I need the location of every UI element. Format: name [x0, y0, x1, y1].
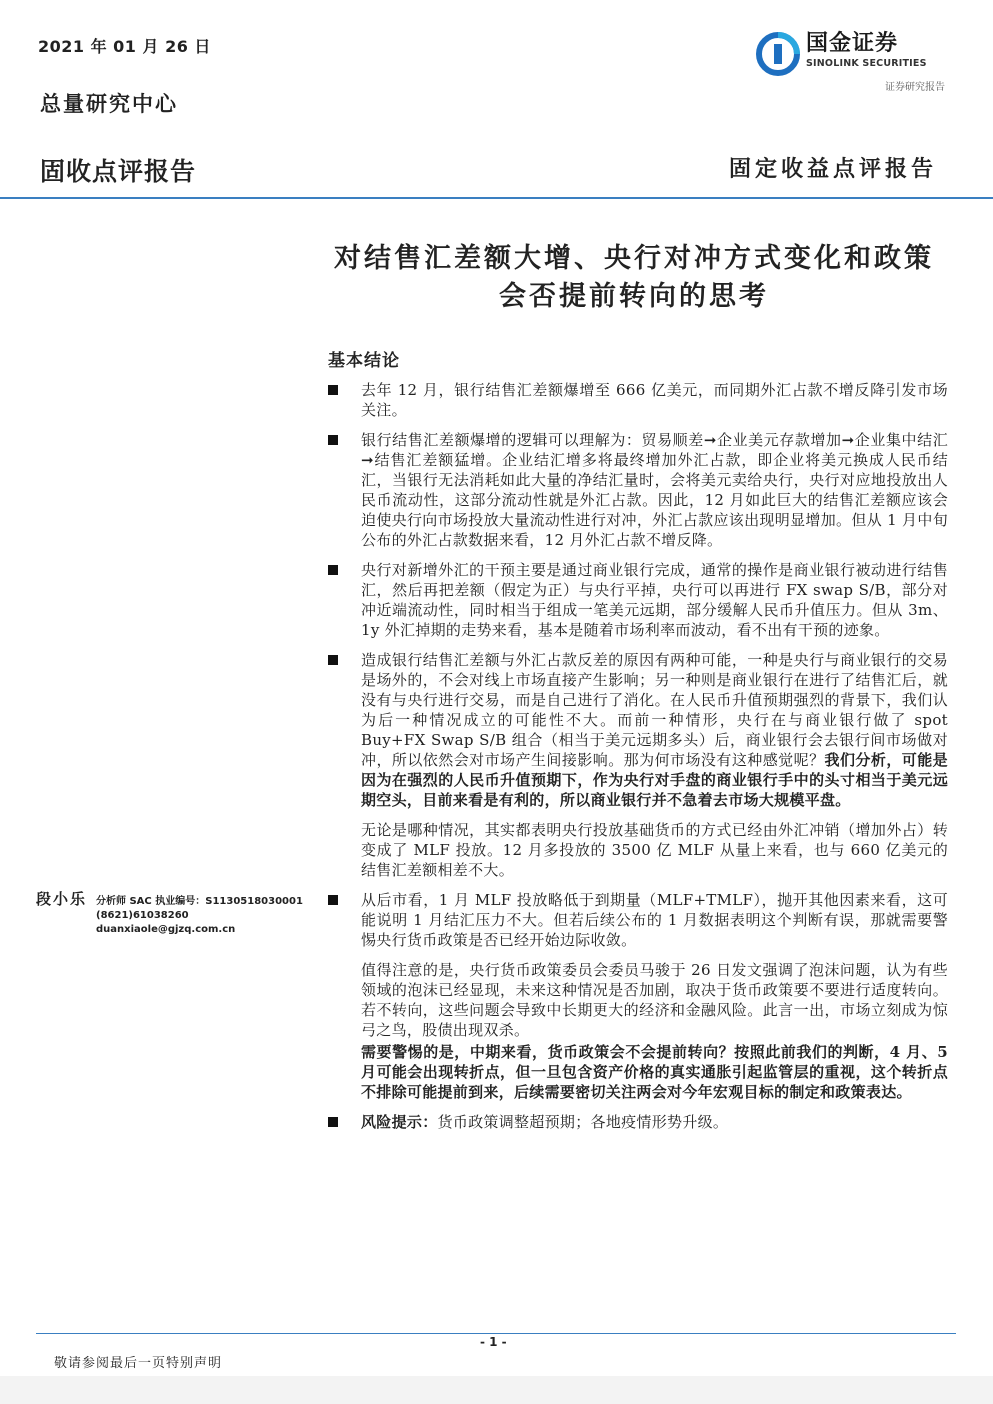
title-line-2: 会否提前转向的思考 — [499, 281, 769, 312]
bullet-square — [328, 1117, 338, 1127]
footer-disclaimer: 敬请参阅最后一页特别声明 — [54, 1356, 223, 1371]
title-line-1: 对结售汇差额大增、央行对冲方式变化和政策 — [334, 243, 934, 274]
paragraph — [328, 650, 948, 810]
bullet-square — [328, 895, 338, 905]
page-number: - 1 - — [480, 1335, 507, 1349]
bullet-square — [328, 385, 338, 395]
paragraph — [328, 820, 948, 880]
paragraph-text: 从后市看，1 月 MLF 投放略低于到期量（MLF+TMLF），抛开其他因素来看，这可能说明 1 月结汇压力不大。但若后续公布的 1 月数据表明这个判断有误，那就需要警惕央行货币政策是否已经开始边际收敛。 — [361, 891, 948, 949]
bullet-square — [328, 655, 338, 665]
paragraph-text: 无论是哪种情况，其实都表明央行投放基础货币的方式已经由外汇冲销（增加外占）转变成了 MLF 投放。12 月多投放的 3500 亿 MLF 从量上来看，也与 660 亿美元的结售汇差额相差不大。 — [361, 821, 948, 879]
paragraph-bold-block — [328, 1042, 948, 1102]
paragraph — [328, 380, 948, 420]
logo-subtitle: 证券研究报告 — [885, 82, 945, 93]
paragraph — [328, 430, 948, 550]
company-logo — [756, 30, 946, 76]
report-title — [318, 240, 950, 316]
paragraph — [328, 560, 948, 640]
analyst-info — [96, 895, 303, 937]
footer-divider — [36, 1333, 956, 1334]
paragraph-text: 央行对新增外汇的干预主要是通过商业银行完成，通常的操作是商业银行被动进行结售汇，然后再把差额（假定为正）与央行平掉，央行可以再进行 FX swap S/B，部分对冲近端流动性，同时相当于组成一笔美元远期，部分缓解人民币升值压力。但从 3m、1y 外汇掉期的走势来看，基本是随着市场利率而波动，看不出有干预的迹象。 — [361, 561, 948, 639]
bullet-square — [328, 565, 338, 575]
analyst-sac-id: 分析师 SAC 执业编号：S1130518030001 — [96, 896, 303, 907]
sinolink-logo-icon — [756, 32, 800, 76]
bottom-band — [0, 1376, 993, 1404]
paragraph — [328, 1112, 948, 1132]
paragraph-text: 去年 12 月，银行结售汇差额爆增至 666 亿美元，而同期外汇占款不增反降引发市场关注。 — [361, 381, 948, 419]
paragraph-text: 值得注意的是，央行货币政策委员会委员马骏于 26 日发文强调了泡沫问题，认为有些领域的泡沫已经显现，未来这种情况是否加剧，取决于货币政策要不要进行适度转向。若不转向，这些问题会导致中长期更大的经济和金融风险。此言一出，市场立刻成为惊弓之鸟，股债出现双杀。 — [361, 961, 948, 1039]
paragraph-text: 货币政策调整超预期；各地疫情形势升级。 — [437, 1113, 729, 1131]
bullet-square — [328, 435, 338, 445]
paragraph-text: 造成银行结售汇差额与外汇占款反差的原因有两种可能，一种是央行与商业银行的交易是场外的，不会对线上市场直接产生影响；另一种则是商业银行在进行了结售汇后，就没有与央行进行交易，而是自己进行了消化。在人民币升值预期强烈的背景下，我们认为后一种情况成立的可能性不大。而前一种情形，央行在与商业银行做了 spot Buy+FX Swap S/B 组合（相当于美元远期多头）后，商业银行会去银行间市场做对冲，所以依然会对市场产生间接影响。那为何市场没有这种感觉呢？ — [361, 651, 948, 769]
conclusion-heading: 基本结论 — [328, 351, 400, 371]
analyst-email[interactable]: duanxiaole@gjzq.com.cn — [96, 924, 236, 935]
research-center: 总量研究中心 — [40, 91, 178, 116]
report-type-left: 固收点评报告 — [40, 157, 197, 186]
paragraph-bold-text: 需要警惕的是，中期来看，货币政策会不会提前转向？按照此前我们的判断，4 月、5 月可能会出现转折点，但一旦包含资产价格的真实通胀引起监管层的重视，这个转折点不排除可能提前到来，后续需要密切关注两会对今年宏观目标的制定和政策表达。 — [361, 1043, 948, 1101]
logo-cn-text: 国金证券 — [806, 31, 899, 56]
report-date: 2021 年 01 月 26 日 — [38, 37, 211, 56]
analyst-phone: (8621)61038260 — [96, 910, 189, 921]
analyst-name: 段小乐 — [36, 890, 88, 908]
report-type-right: 固定收益点评报告 — [728, 156, 937, 182]
paragraph — [328, 960, 948, 1040]
risk-label: 风险提示： — [361, 1113, 438, 1131]
header-divider — [0, 197, 993, 199]
logo-en-text: SINOLINK SECURITIES — [806, 58, 927, 69]
paragraph-text: 银行结售汇差额爆增的逻辑可以理解为：贸易顺差➞企业美元存款增加➞企业集中结汇➞结售汇差额猛增。企业结汇增多将最终增加外汇占款，即企业将美元换成人民币结汇，当银行无法消耗如此大量的净结汇量时，会将美元卖给央行，央行对应地投放出人民币流动性，这部分流动性就是外汇占款。因此，12 月如此巨大的结售汇差额应该会迫使央行向市场投放大量流动性进行对冲，外汇占款应该出现明显增加。但从 1 月中旬公布的外汇占款数据来看，12 月外汇占款不增反降。 — [361, 431, 948, 549]
paragraph-bold-text: 我们分析，可能是因为在强烈的人民币升值预期下，作为央行对手盘的商业银行手中的头寸相当于美元远期空头，目前来看是有利的，所以商业银行并不急着去市场大规模平盘。 — [361, 751, 948, 809]
paragraph — [328, 890, 948, 950]
conclusion-content — [328, 380, 948, 1142]
